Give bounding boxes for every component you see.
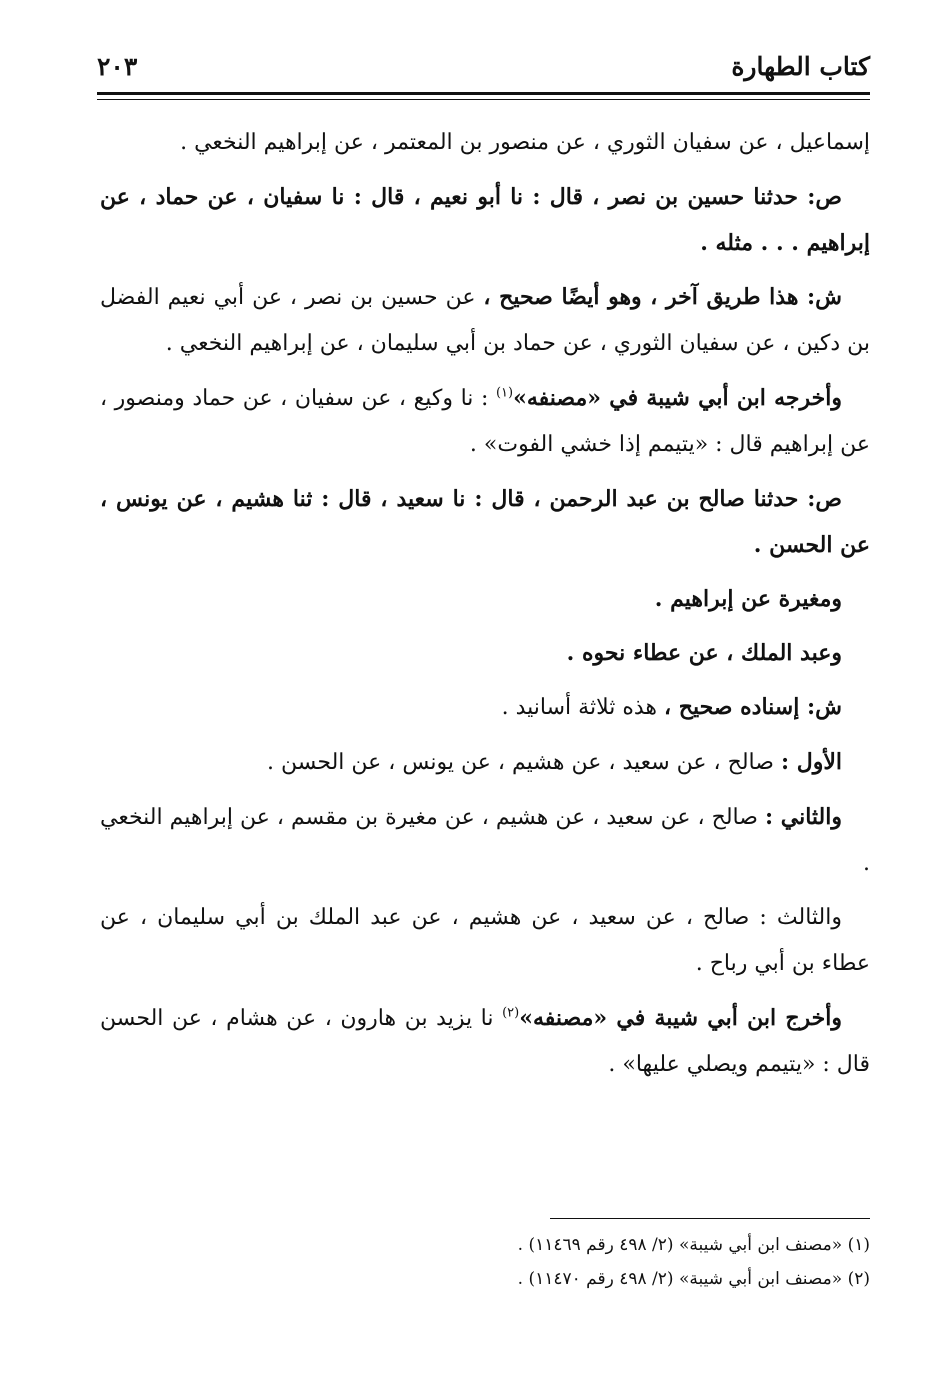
chapter-title: كتاب الطهارة — [731, 52, 870, 81]
page-number: ٢٠٣ — [97, 52, 138, 81]
paragraph-12-text: نا يزيد بن هارون ، عن هشام ، عن الحسن قال : «يتيمم ويصلي عليها» . — [100, 1006, 870, 1077]
footnote-2: (٢) «مصنف ابن أبي شيبة» (٢/ ٤٩٨ رقم ١١٤٧٠) . — [517, 1269, 870, 1289]
paragraph-4 — [100, 375, 870, 468]
page-body — [100, 120, 870, 1096]
footnotes — [100, 1228, 870, 1296]
paragraph-6: ومغيرة عن إبراهيم . — [654, 586, 842, 612]
paragraph-10-text: صالح ، عن سعيد ، عن هشيم ، عن مغيرة بن مقسم ، عن إبراهيم النخعي . — [100, 805, 870, 876]
header-rule-thin — [97, 99, 870, 100]
paragraph-2: ص: حدثنا حسين بن نصر ، قال : نا أبو نعيم ، قال : نا سفيان ، عن حماد ، عن إبراهيم . . . مثله . — [100, 184, 870, 256]
footnote-ref-2: (٢) — [502, 1005, 520, 1021]
paragraph-9-text: صالح ، عن سعيد ، عن هشيم ، عن يونس ، عن الحسن . — [267, 750, 774, 775]
paragraph-4-bold: وأخرجه ابن أبي شيبة في «مصنفه» — [513, 385, 842, 411]
footnote-separator — [550, 1218, 870, 1219]
paragraph-9 — [100, 739, 870, 786]
paragraph-3-text: عن حسين بن نصر ، عن أبي نعيم الفضل بن دكين ، عن سفيان الثوري ، عن حماد بن أبي سليمان ، عن إبراهيم النخعي . — [100, 285, 870, 356]
paragraph-8 — [100, 684, 870, 731]
paragraph-7: وعبد الملك ، عن عطاء نحوه . — [566, 640, 842, 666]
paragraph-3-bold: ش: هذا طريق آخر ، وهو أيضًا صحيح ، — [483, 284, 843, 310]
paragraph-10-bold: والثاني : — [764, 804, 842, 830]
paragraph-8-bold: ش: إسناده صحيح ، — [664, 694, 842, 720]
page-header — [97, 48, 870, 90]
paragraph-10 — [100, 794, 870, 887]
header-rule-thick — [97, 92, 870, 95]
paragraph-4-text: : نا وكيع ، عن سفيان ، عن حماد ومنصور ، عن إبراهيم قال : «يتيمم إذا خشي الفوت» . — [100, 386, 870, 457]
footnote-ref-1: (١) — [495, 385, 514, 401]
paragraph-9-bold: الأول : — [780, 749, 842, 775]
paragraph-3 — [100, 274, 870, 367]
paragraph-12-bold: وأخرج ابن أبي شيبة في «مصنفه» — [519, 1005, 843, 1031]
paragraph-11: والثالث : صالح ، عن سعيد ، عن هشيم ، عن عبد الملك بن أبي سليمان ، عن عطاء بن أبي رباح . — [100, 905, 870, 976]
paragraph-12 — [100, 995, 870, 1088]
paragraph-8-text: هذه ثلاثة أسانيد . — [501, 695, 657, 720]
paragraph-1: إسماعيل ، عن سفيان الثوري ، عن منصور بن المعتمر ، عن إبراهيم النخعي . — [180, 130, 870, 155]
footnote-1: (١) «مصنف ابن أبي شيبة» (٢/ ٤٩٨ رقم ١١٤٦٩) . — [517, 1235, 870, 1255]
paragraph-5: ص: حدثنا صالح بن عبد الرحمن ، قال : نا سعيد ، قال : ثنا هشيم ، عن يونس ، عن الحسن . — [100, 486, 870, 558]
